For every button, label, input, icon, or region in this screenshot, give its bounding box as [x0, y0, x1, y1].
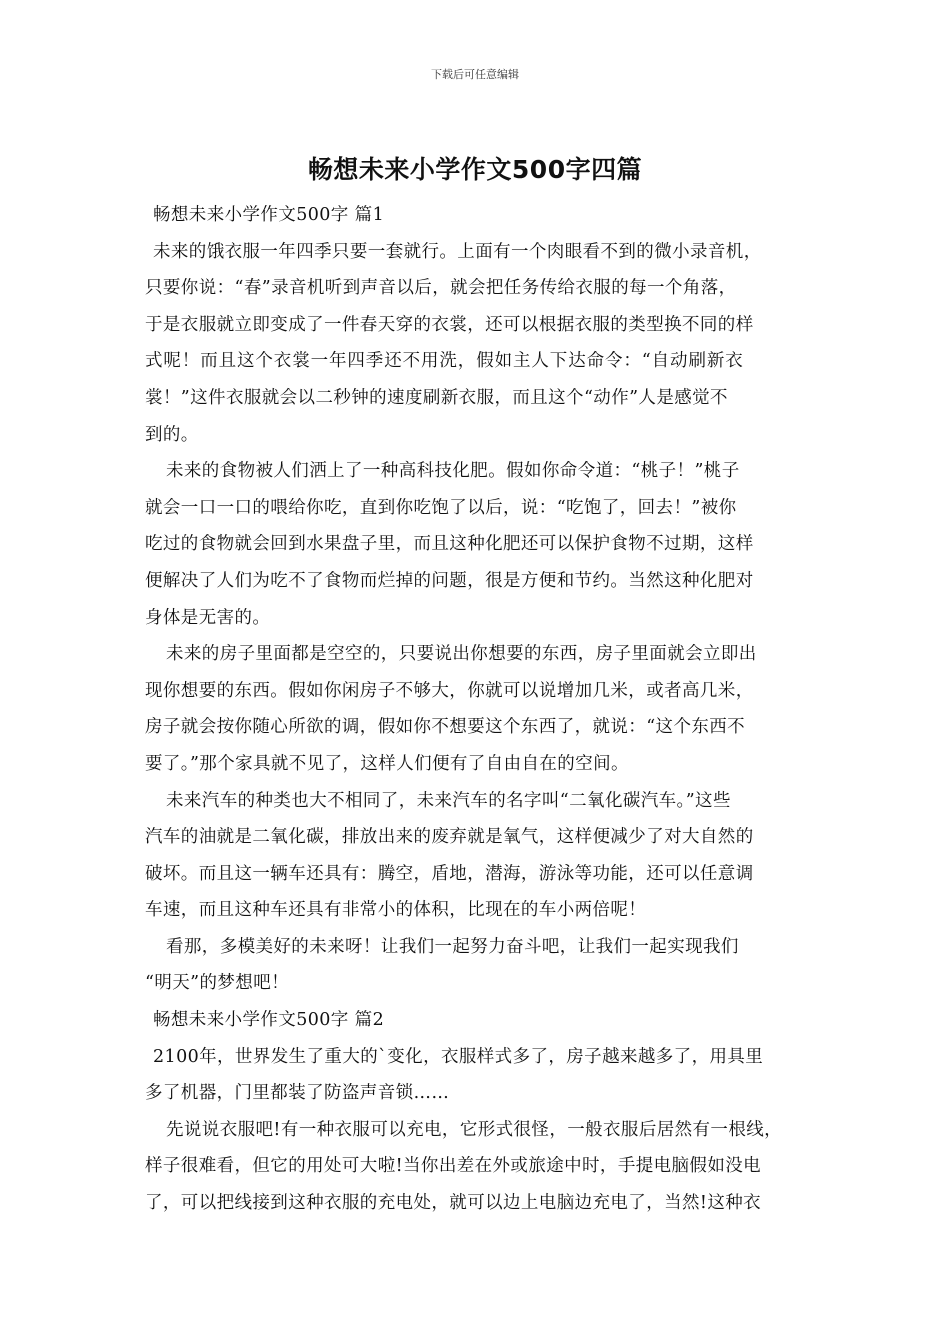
document-body	[145, 197, 810, 1222]
text-line: 未来的饿衣服一年四季只要一套就行。上面有一个肉眼看不到的微小录音机，	[153, 241, 762, 262]
text-line: “明天”的梦想吧！	[145, 973, 289, 994]
text-line: 破坏。而且这一辆车还具有：腾空，盾地，潜海，游泳等功能，还可以任意调	[145, 863, 754, 884]
text-line: 未来汽车的种类也大不相同了，未来汽车的名字叫“二氧化碳汽车。”这些	[166, 790, 731, 811]
text-line: 未来的房子里面都是空空的，只要说出你想要的东西，房子里面就会立即出	[166, 644, 757, 665]
text-line: 便解决了人们为吃不了食物而烂掉的问题，很是方便和节约。当然这种化肥对	[145, 570, 754, 591]
text-line: 吃过的食物就会回到水果盘子里，而且这种化肥还可以保护食物不过期，这样	[145, 534, 754, 555]
text-line: 看那，多模美好的未来呀！让我们一起努力奋斗吧，让我们一起实现我们	[166, 936, 739, 957]
text-line: 多了机器，门里都装了防盗声音锁……	[145, 1083, 450, 1104]
text-line: 2100年，世界发生了重大的`变化，衣服样式多了，房子越来越多了，用具里	[153, 1046, 764, 1067]
page-header: 下载后可任意编辑	[431, 68, 519, 81]
text-line: 样子很难看，但它的用处可大啦!当你出差在外或旅途中时，手提电脑假如没电	[145, 1156, 762, 1177]
text-line: 身体是无害的。	[145, 607, 271, 628]
text-line: 要了。”那个家具就不见了，这样人们便有了自由自在的空间。	[145, 753, 629, 774]
text-line: 了，可以把线接到这种衣服的充电处，就可以边上电脑边充电了，当然!这种衣	[145, 1193, 762, 1214]
text-line: 只要你说：“春”录音机听到声音以后，就会把任务传给衣服的每一个角落，	[145, 278, 737, 299]
text-line: 式呢！而且这个衣裳一年四季还不用洗，假如主人下达命令：“自动刷新衣	[145, 351, 744, 372]
text-line: 汽车的油就是二氧化碳，排放出来的废弃就是氧气，这样便减少了对大自然的	[145, 827, 754, 848]
section-heading: 畅想未来小学作文500字 篇2	[153, 1010, 385, 1031]
section-heading: 畅想未来小学作文500字 篇1	[153, 205, 385, 225]
text-line: 房子就会按你随心所欲的调，假如你不想要这个东西了，就说：“这个东西不	[145, 717, 746, 738]
text-line: 裳！”这件衣服就会以二秒钟的速度刷新衣服，而且这个“动作”人是感觉不	[145, 387, 728, 408]
text-line: 先说说衣服吧!有一种衣服可以充电，它形式很怪，一般衣服后居然有一根线，	[166, 1119, 783, 1140]
text-line: 车速，而且这种车还具有非常小的体积，比现在的车小两倍呢！	[145, 900, 647, 921]
text-line: 到的。	[145, 424, 199, 445]
text-line: 未来的食物被人们洒上了一种高科技化肥。假如你命令道：“桃子！”桃子	[166, 461, 740, 482]
text-line: 现你想要的东西。假如你闲房子不够大，你就可以说增加几米，或者高几米，	[145, 680, 754, 701]
text-line: 就会一口一口的喂给你吃，直到你吃饱了以后，说：“吃饱了，回去！”被你	[145, 497, 737, 518]
text-line: 于是衣服就立即变成了一件春天穿的衣裳，还可以根据衣服的类型换不同的样	[145, 314, 754, 335]
document-title: 畅想未来小学作文500字四篇	[307, 155, 643, 184]
